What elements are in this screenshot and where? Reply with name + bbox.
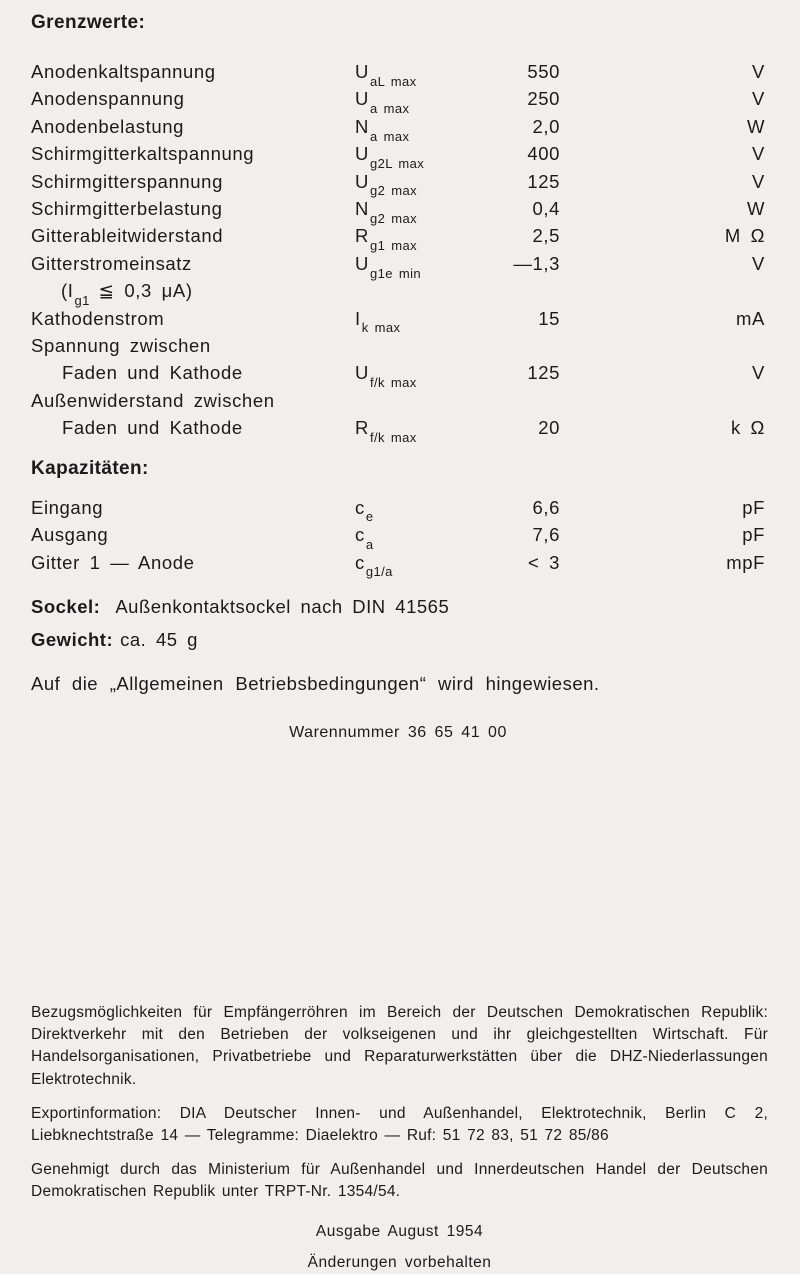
betriebsbedingungen-note: Auf die „Allgemeinen Betriebsbedingungen“ wird hingewiesen. xyxy=(31,672,600,694)
param-label: Anodenbelastung xyxy=(31,115,185,137)
param-symbol: $U_{g2 max}$ xyxy=(355,170,417,199)
ausgabe-line: Ausgabe August 1954 xyxy=(315,1222,484,1240)
footer-paragraph-bezug: Bezugsmöglichkeiten für Empfängerröhren im Bereich der Deutschen Demokratischen Republik: Direktverkehr mit den Betrieben der volkseigenen und ihr gleichgestellten Wirtschaft. Für Handelsorganisationen, Privatbetriebe und Reparaturwerkstätten über die DHZ-Niederlassungen Elektrotechnik. xyxy=(31,1004,768,1088)
param-value: 400 xyxy=(527,143,560,165)
param-symbol: $N_{a max}$ xyxy=(355,115,410,144)
sockel-label: Sockel: xyxy=(31,595,101,617)
kapazitaeten-table xyxy=(31,494,765,580)
param-unit: V xyxy=(752,61,765,82)
param-symbol: $R_{f/k max}$ xyxy=(355,417,417,445)
param-symbol: $U_{aL max}$ xyxy=(355,61,417,89)
param-label: Gitterstromeinsatz xyxy=(31,252,192,274)
param-value: 0,4 xyxy=(532,198,560,220)
param-unit: V xyxy=(752,362,765,384)
param-unit: pF xyxy=(742,524,765,546)
param-prelabel: Spannung zwischen xyxy=(31,335,211,357)
param-unit: W xyxy=(746,115,765,137)
gewicht-text: ca. 45 g xyxy=(120,628,198,650)
param-label: Anodenkaltspannung xyxy=(31,61,216,82)
table-row xyxy=(31,305,765,336)
param-value: 2,5 xyxy=(532,225,560,247)
sockel-text: Außenkontaktsockel nach DIN 41565 xyxy=(115,595,450,617)
param-symbol: $c_e$ xyxy=(355,496,374,525)
param-label: Schirmgitterkaltspannung xyxy=(31,143,255,165)
footer xyxy=(31,1002,768,1274)
param-value: 15 xyxy=(538,307,560,329)
table-row xyxy=(31,549,765,580)
aenderungen-line: Änderungen vorbehalten xyxy=(307,1253,492,1271)
param-unit: W xyxy=(746,198,765,220)
param-label: Gitter 1 — Anode xyxy=(31,551,195,573)
param-value: 2,0 xyxy=(532,115,560,137)
param-symbol: $R_{g1 max}$ xyxy=(355,225,417,254)
param-label: Kathodenstrom xyxy=(31,307,165,329)
param-unit: pF xyxy=(742,496,765,518)
param-label: Faden und Kathode xyxy=(62,417,243,439)
param-value: < 3 xyxy=(527,551,560,573)
param-unit: mpF xyxy=(726,551,765,573)
param-value: 20 xyxy=(538,417,560,439)
table-row xyxy=(31,494,765,525)
kapazitaeten-heading: Kapazitäten: xyxy=(31,457,149,479)
param-unit: V xyxy=(752,170,765,192)
table-row xyxy=(31,113,765,144)
param-prelabel: Außenwiderstand zwischen xyxy=(31,389,275,411)
param-unit: mA xyxy=(736,307,765,329)
table-row xyxy=(31,250,765,281)
param-value: 125 xyxy=(527,170,560,192)
table-row-prelabel xyxy=(31,387,765,414)
param-label: Eingang xyxy=(31,496,104,518)
param-note: ($I_{g1}$ ≦ 0,3 μA) xyxy=(61,280,193,308)
param-unit: k Ω xyxy=(730,417,765,439)
param-unit: V xyxy=(752,88,765,110)
param-symbol: $c_{g1/a}$ xyxy=(355,551,393,580)
footer-paragraph-export: Exportinformation: DIA Deutscher Innen- und Außenhandel, Elektrotechnik, Berlin C 2, Liebknechtstraße 14 — Telegramme: Diaelektro — Ruf: 51 72 83, 51 72 85/86 xyxy=(31,1104,768,1145)
table-row xyxy=(31,521,765,552)
param-value: 7,6 xyxy=(532,524,560,546)
param-value: 250 xyxy=(527,88,560,110)
grenzwerte-heading: Grenzwerte: xyxy=(31,12,146,33)
table-row xyxy=(31,195,765,226)
param-symbol: $U_{f/k max}$ xyxy=(355,362,417,391)
table-row xyxy=(31,140,765,171)
param-label: Faden und Kathode xyxy=(62,362,243,384)
sockel-line xyxy=(31,595,765,619)
table-row xyxy=(31,414,765,445)
param-symbol: $c_a$ xyxy=(355,524,374,552)
param-value: 125 xyxy=(527,362,560,384)
param-symbol: $I_{k max}$ xyxy=(355,307,401,336)
param-value: —1,3 xyxy=(513,252,560,274)
param-value: 6,6 xyxy=(532,496,560,518)
table-row xyxy=(31,168,765,199)
param-symbol: $U_{a max}$ xyxy=(355,88,410,117)
gewicht-label: Gewicht: xyxy=(31,628,114,650)
param-unit: M Ω xyxy=(724,225,765,247)
param-unit: V xyxy=(752,143,765,165)
param-symbol: $U_{g2L max}$ xyxy=(355,143,425,171)
param-label: Schirmgitterbelastung xyxy=(31,198,223,220)
param-value: 550 xyxy=(527,61,560,82)
param-label: Gitterableitwiderstand xyxy=(31,225,224,247)
table-row xyxy=(31,222,765,254)
footer-paragraph-genehmigt: Genehmigt durch das Ministerium für Außenhandel und Innerdeutschen Handel der Deutschen Demokratischen Republik unter TRPT-Nr. 1354/54. xyxy=(31,1161,768,1201)
param-label: Anodenspannung xyxy=(31,88,185,110)
param-symbol: $U_{g1e min}$ xyxy=(355,252,422,281)
param-unit: V xyxy=(752,252,765,274)
gewicht-line xyxy=(31,628,765,652)
param-symbol: $N_{g2 max}$ xyxy=(355,198,417,226)
param-label: Schirmgitterspannung xyxy=(31,170,223,192)
table-row xyxy=(31,85,765,117)
table-row xyxy=(31,58,765,89)
param-label: Ausgang xyxy=(31,524,109,546)
grenzwerte-table xyxy=(31,58,765,445)
warennummer: Warennummer 36 65 41 00 xyxy=(289,723,507,741)
table-row-prelabel xyxy=(31,332,765,359)
table-row xyxy=(31,359,765,391)
table-row-note xyxy=(31,277,765,308)
